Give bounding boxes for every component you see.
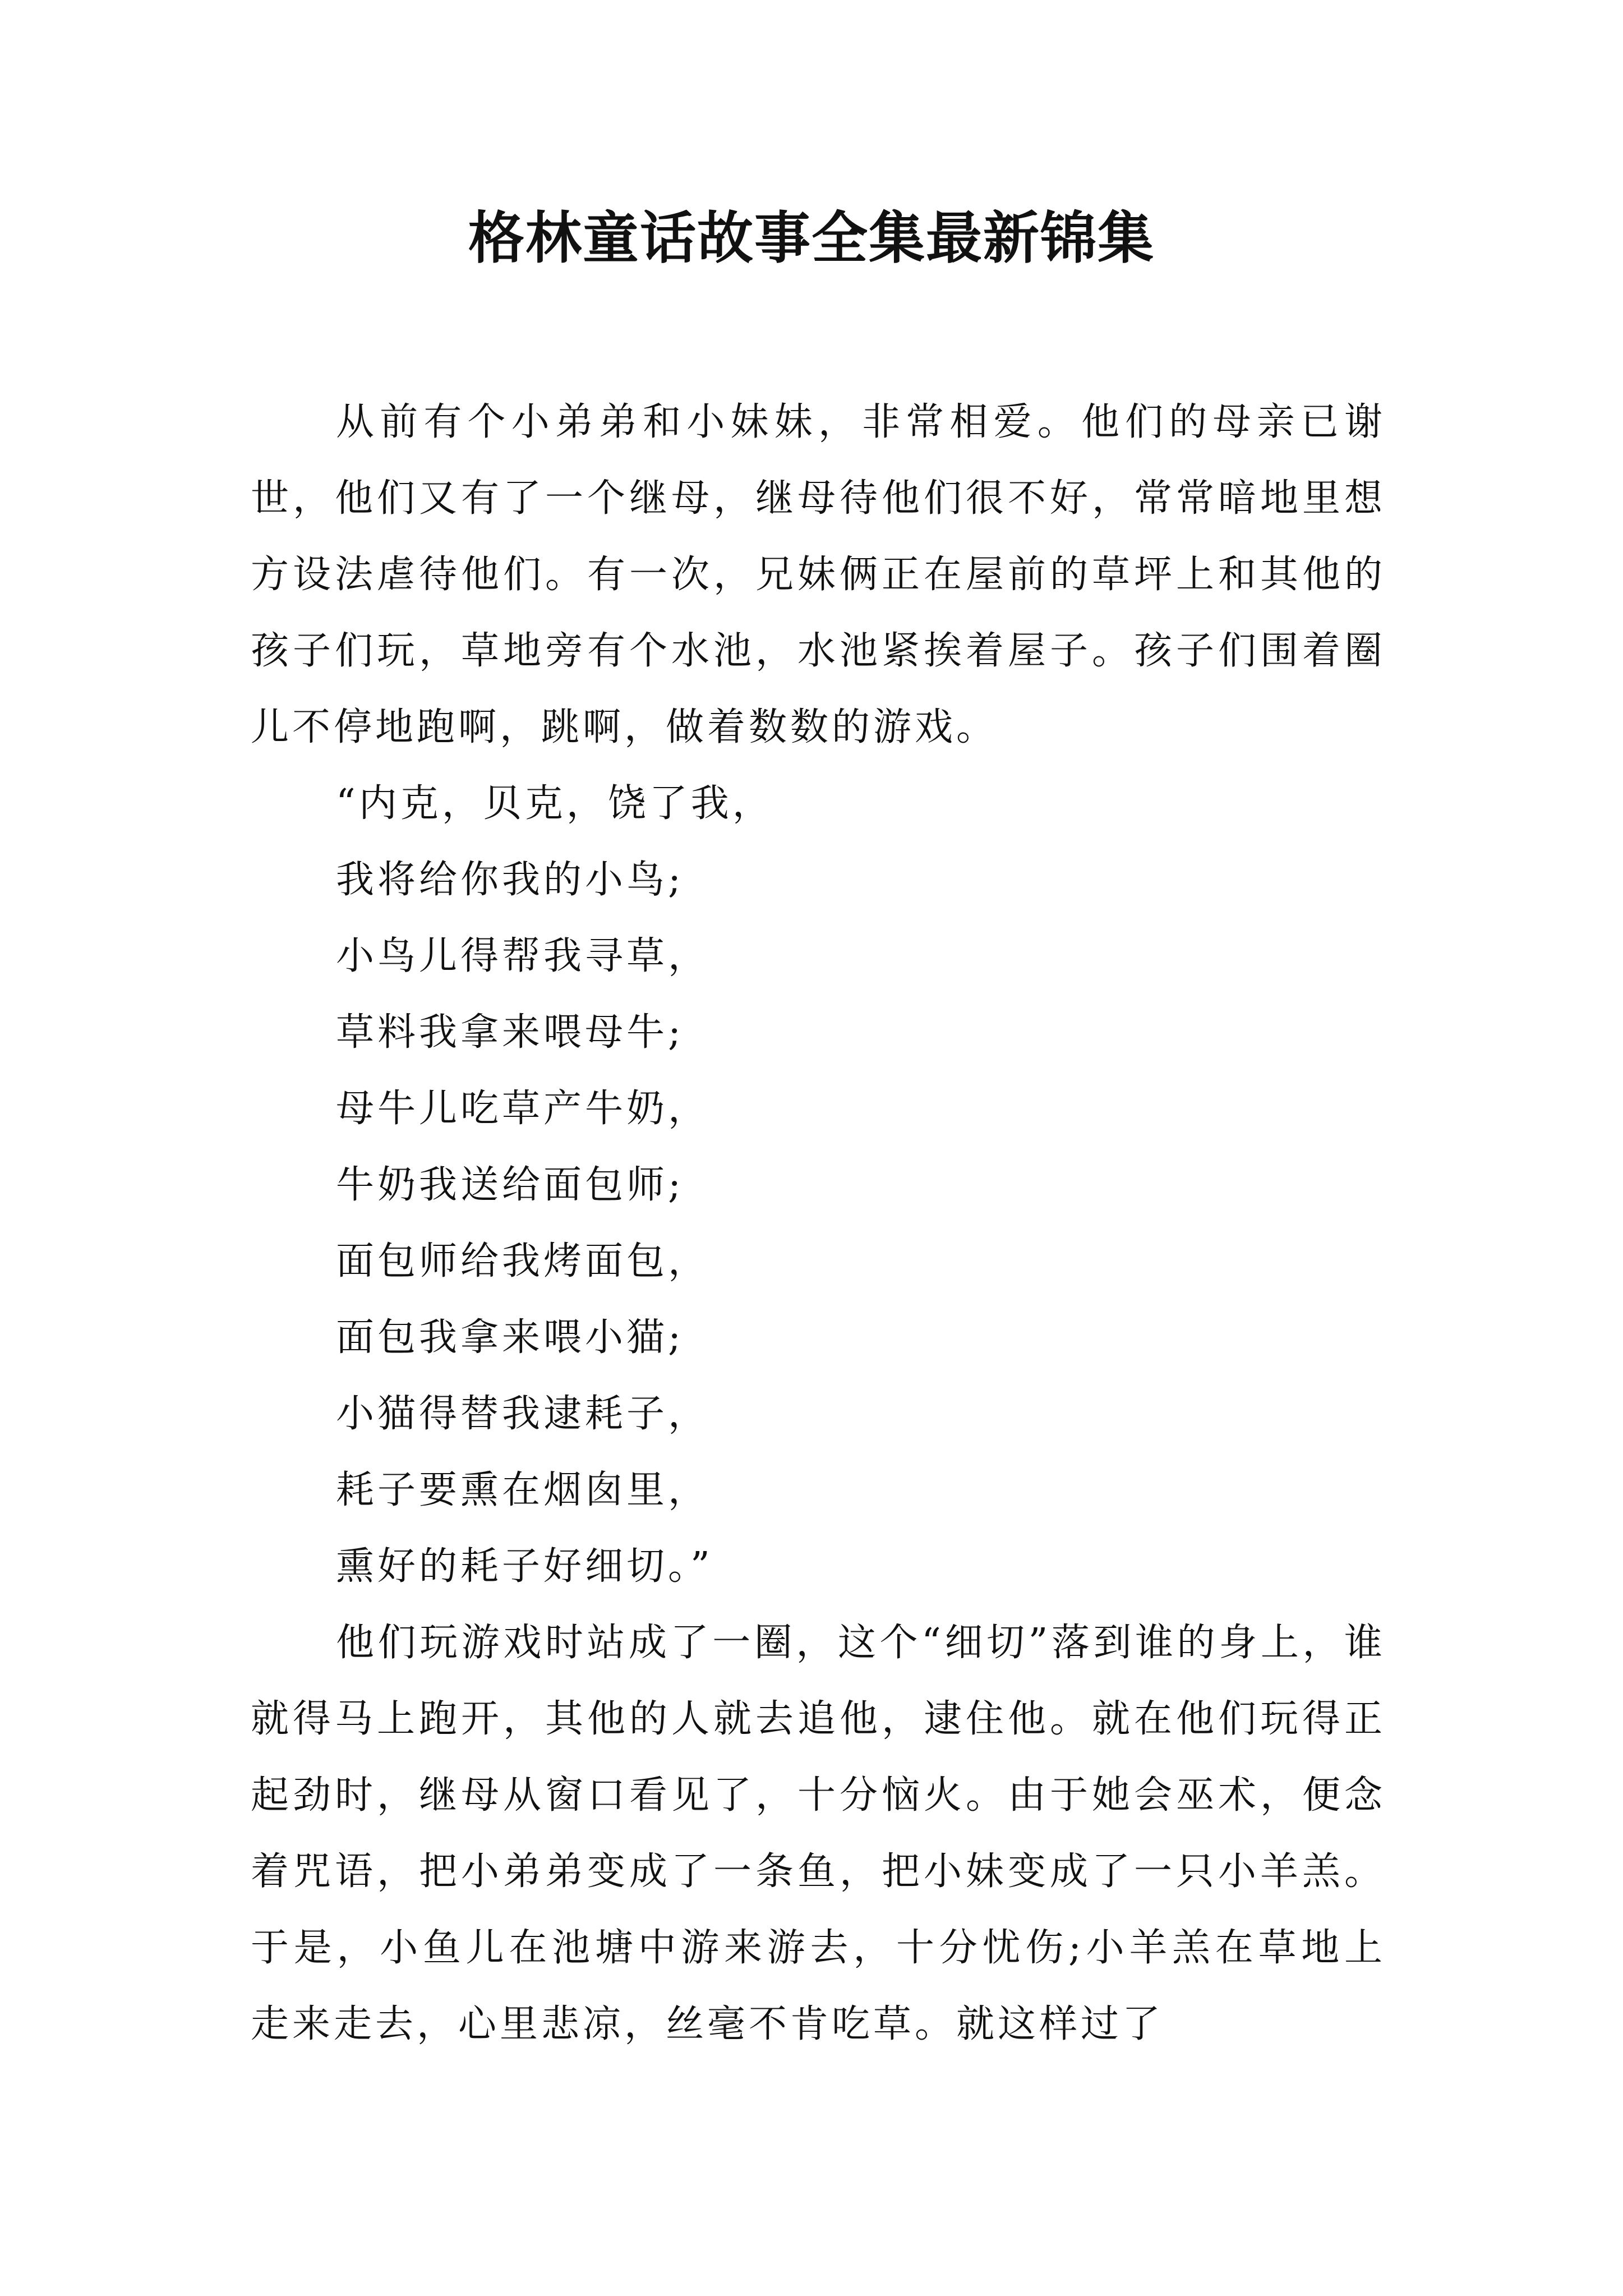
verse-line: 熏好的耗子好细切。” (336, 1544, 713, 1589)
verse-line: 面包师给我烤面包， (336, 1239, 710, 1283)
verse-line: 草料我拿来喂母牛; (336, 1010, 684, 1055)
verse-line: 母牛儿吃草产牛奶， (336, 1087, 710, 1131)
paragraph-1: 从前有个小弟弟和小妹妹，非常相爱。他们的母亲已谢世，他们又有了一个继母，继母待他们很不好，常常暗地里想方设法虐待他们。有一次，兄妹俩正在屋前的草坪上和其他的孩子们玩，草地旁有个水池，水池紧挨着屋子。孩子们围着圈儿不停地跑啊，跳啊，做着数数的游戏。 (251, 400, 1386, 749)
verse-line: 耗子要熏在烟囱里， (336, 1468, 710, 1512)
paragraph-2: 他们玩游戏时站成了一圈，这个“细切”落到谁的身上，谁就得马上跑开，其他的人就去追他，逮住他。就在他们玩得正起劲时，继母从窗口看见了，十分恼火。由于她会巫术，便念着咒语，把小弟弟变成了一条鱼，把小妹变成了一只小羊羔。于是，小鱼儿在池塘中游来游去，十分忧伤;小羊羔在草地上走来走去，心里悲凉，丝毫不肯吃草。就这样过了 (251, 1621, 1386, 2046)
verse-line: 面包我拿来喂小猫; (336, 1315, 684, 1360)
verse-line: 小猫得替我逮耗子， (336, 1392, 710, 1436)
verse-line: 牛奶我送给面包师; (336, 1163, 684, 1207)
verse-line: 我将给你我的小鸟; (336, 858, 684, 902)
verse-line: 小鸟儿得帮我寻草， (336, 934, 710, 978)
document-body (251, 384, 1386, 2063)
document-title: 格林童话故事全集最新锦集 (468, 205, 1155, 271)
verse (251, 766, 1386, 1605)
verse-line: “内克，贝克，饶了我， (336, 781, 774, 826)
